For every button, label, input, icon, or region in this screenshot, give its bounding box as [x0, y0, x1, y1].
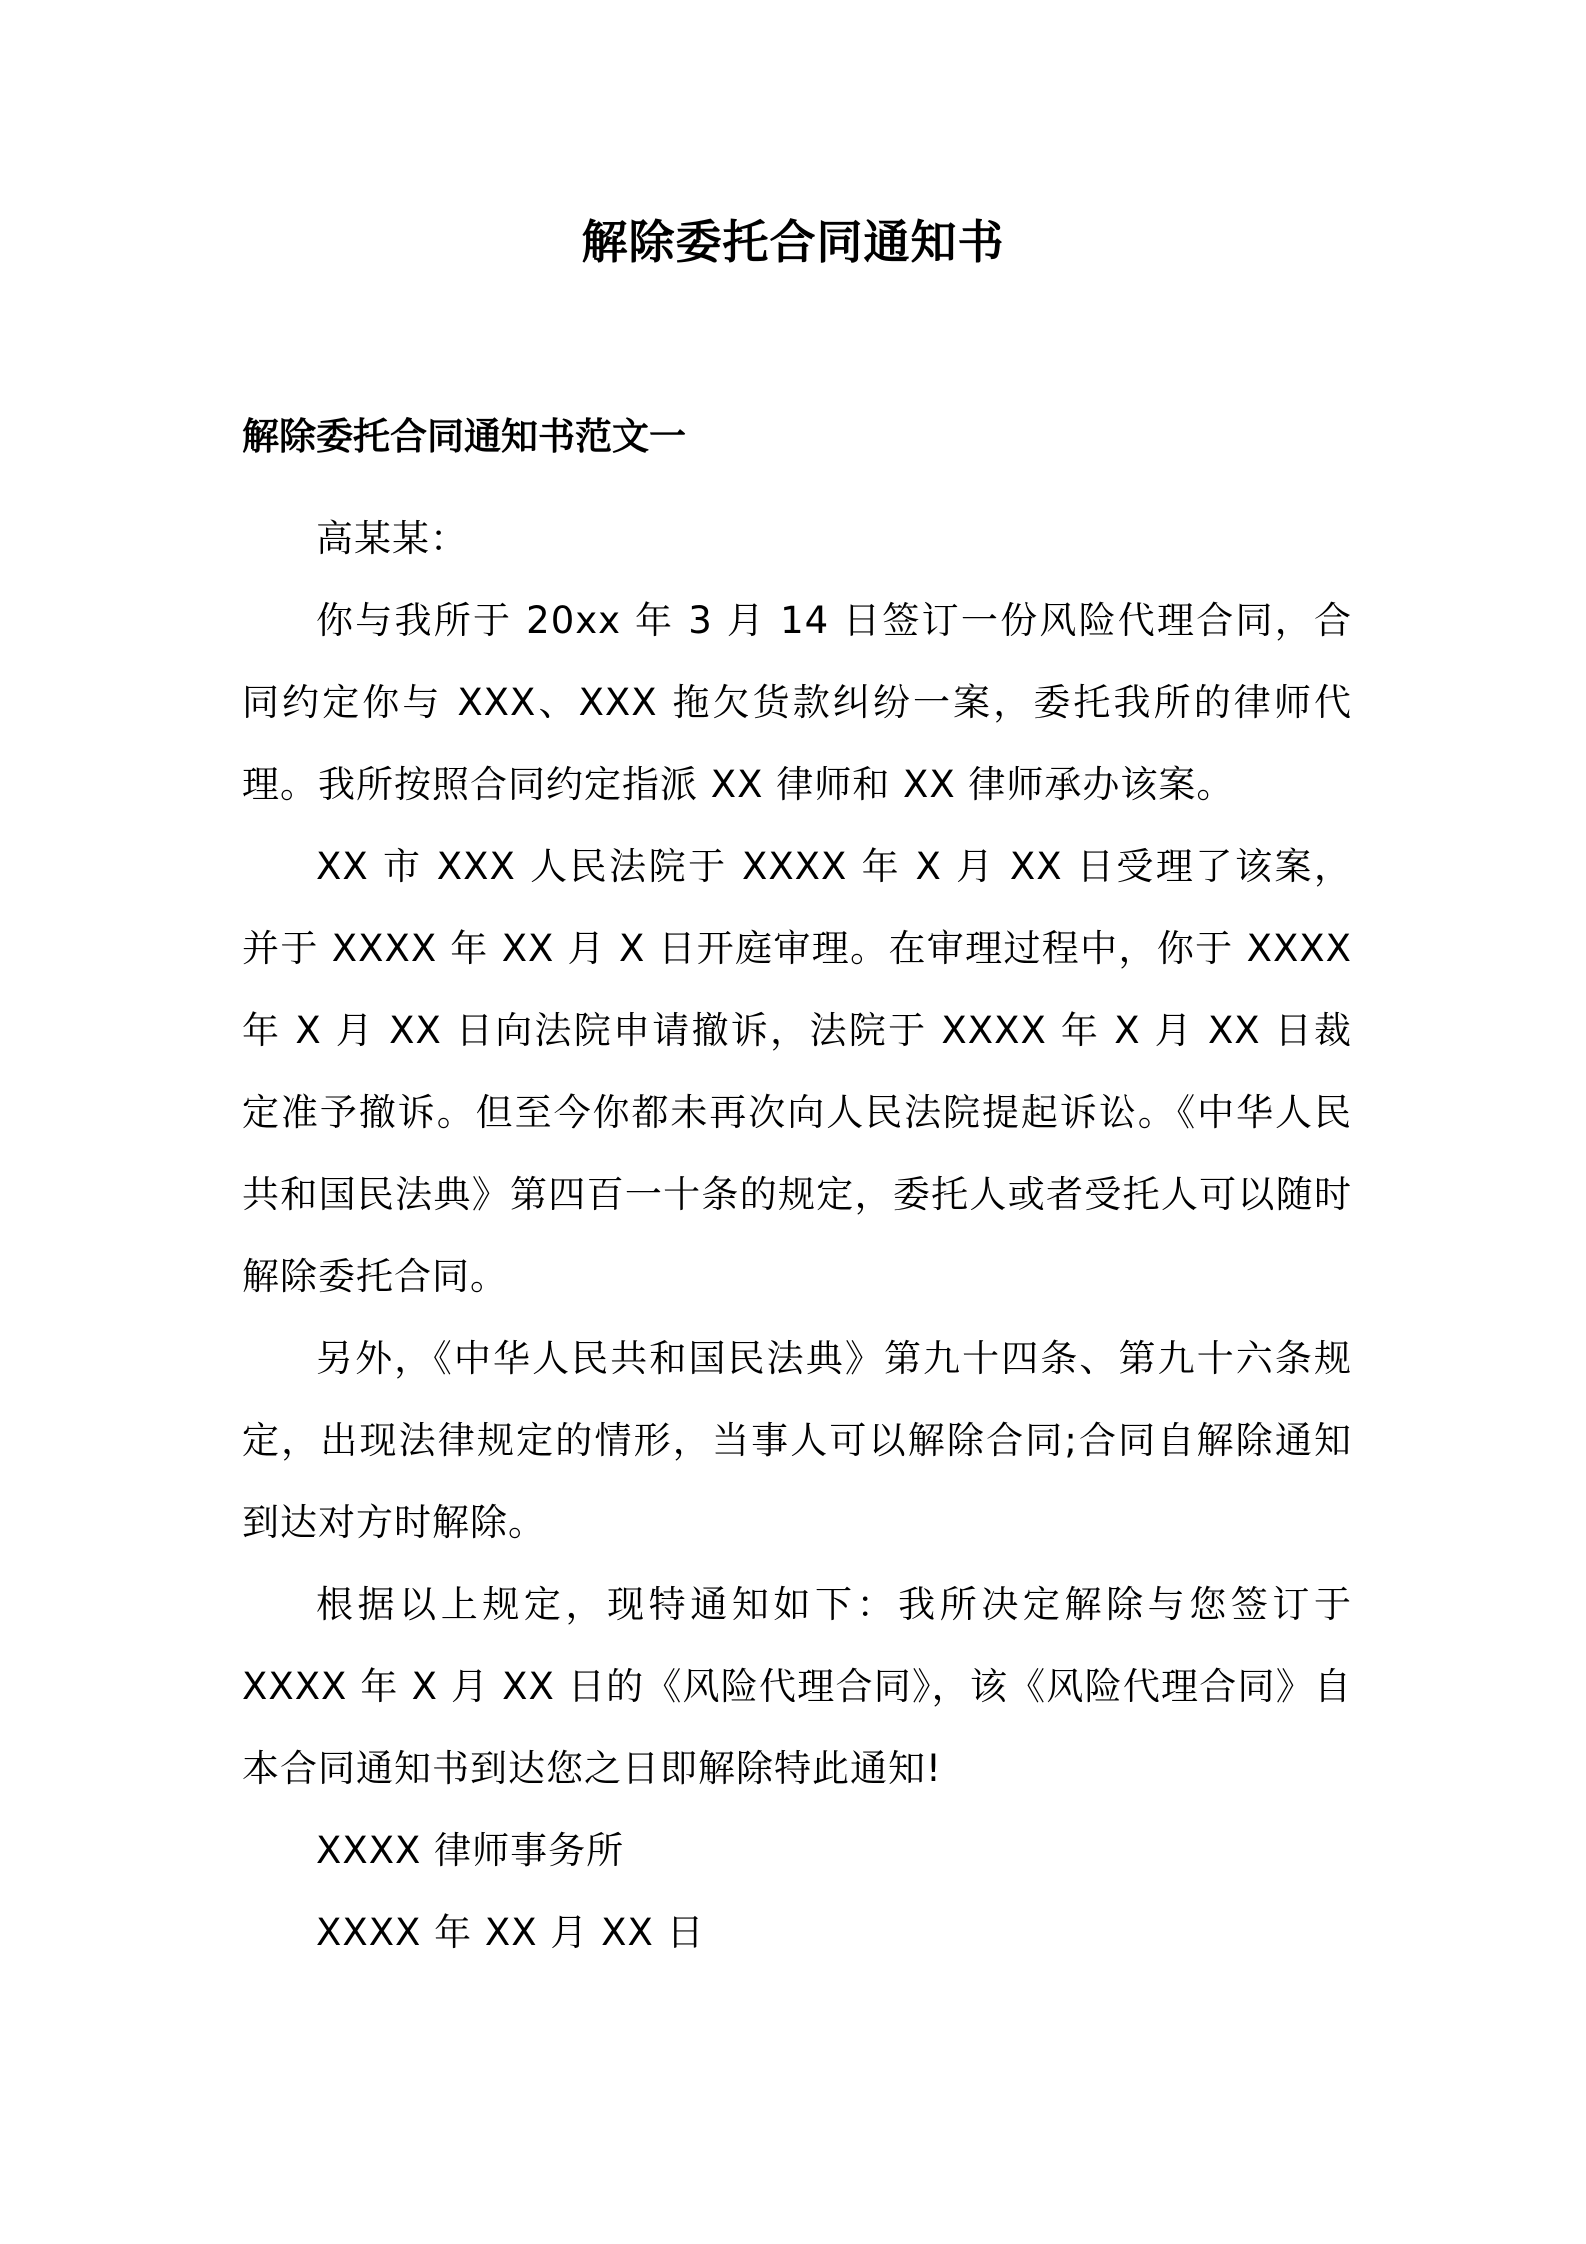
paragraph-2: XX 市 XXX 人民法院于 XXXX 年 X 月 XX 日受理了该案，并于 XXXX 年 XX 月 X 日开庭审理。在审理过程中，你于 XXXX 年 X 月 XX 日向法院申请撤诉，法院于 XXXX 年 X 月 XX 日裁定准予撤诉。但至今你都未再次向人民法院提起诉讼。《中华人民共和国民法典》第四百一十条的规定，委托人或者受托人可以随时解除委托合同。: [242, 845, 1352, 1298]
section-heading: 解除委托合同通知书范文一: [242, 415, 686, 458]
document-title: 解除委托合同通知书: [581, 215, 1005, 269]
salutation: 高某某：: [316, 517, 468, 560]
paragraph-3: 另外，《中华人民共和国民法典》第九十四条、第九十六条规定，出现法律规定的情形，当事人可以解除合同;合同自解除通知到达对方时解除。: [242, 1337, 1352, 1544]
document-body: [242, 404, 1352, 1974]
date-line: XXXX 年 XX 月 XX 日: [316, 1911, 705, 1954]
paragraph-1: 你与我所于 20xx 年 3 月 14 日签订一份风险代理合同，合同约定你与 XXX、XXX 拖欠货款纠纷一案，委托我所的律师代理。我所按照合同约定指派 XX 律师和 XX 律师承办该案。: [242, 599, 1352, 806]
paragraph-4: 根据以上规定，现特通知如下：我所决定解除与您签订于 XXXX 年 X 月 XX 日的《风险代理合同》，该《风险代理合同》自本合同通知书到达您之日即解除特此通知!: [242, 1583, 1352, 1790]
signature: XXXX 律师事务所: [316, 1829, 625, 1872]
